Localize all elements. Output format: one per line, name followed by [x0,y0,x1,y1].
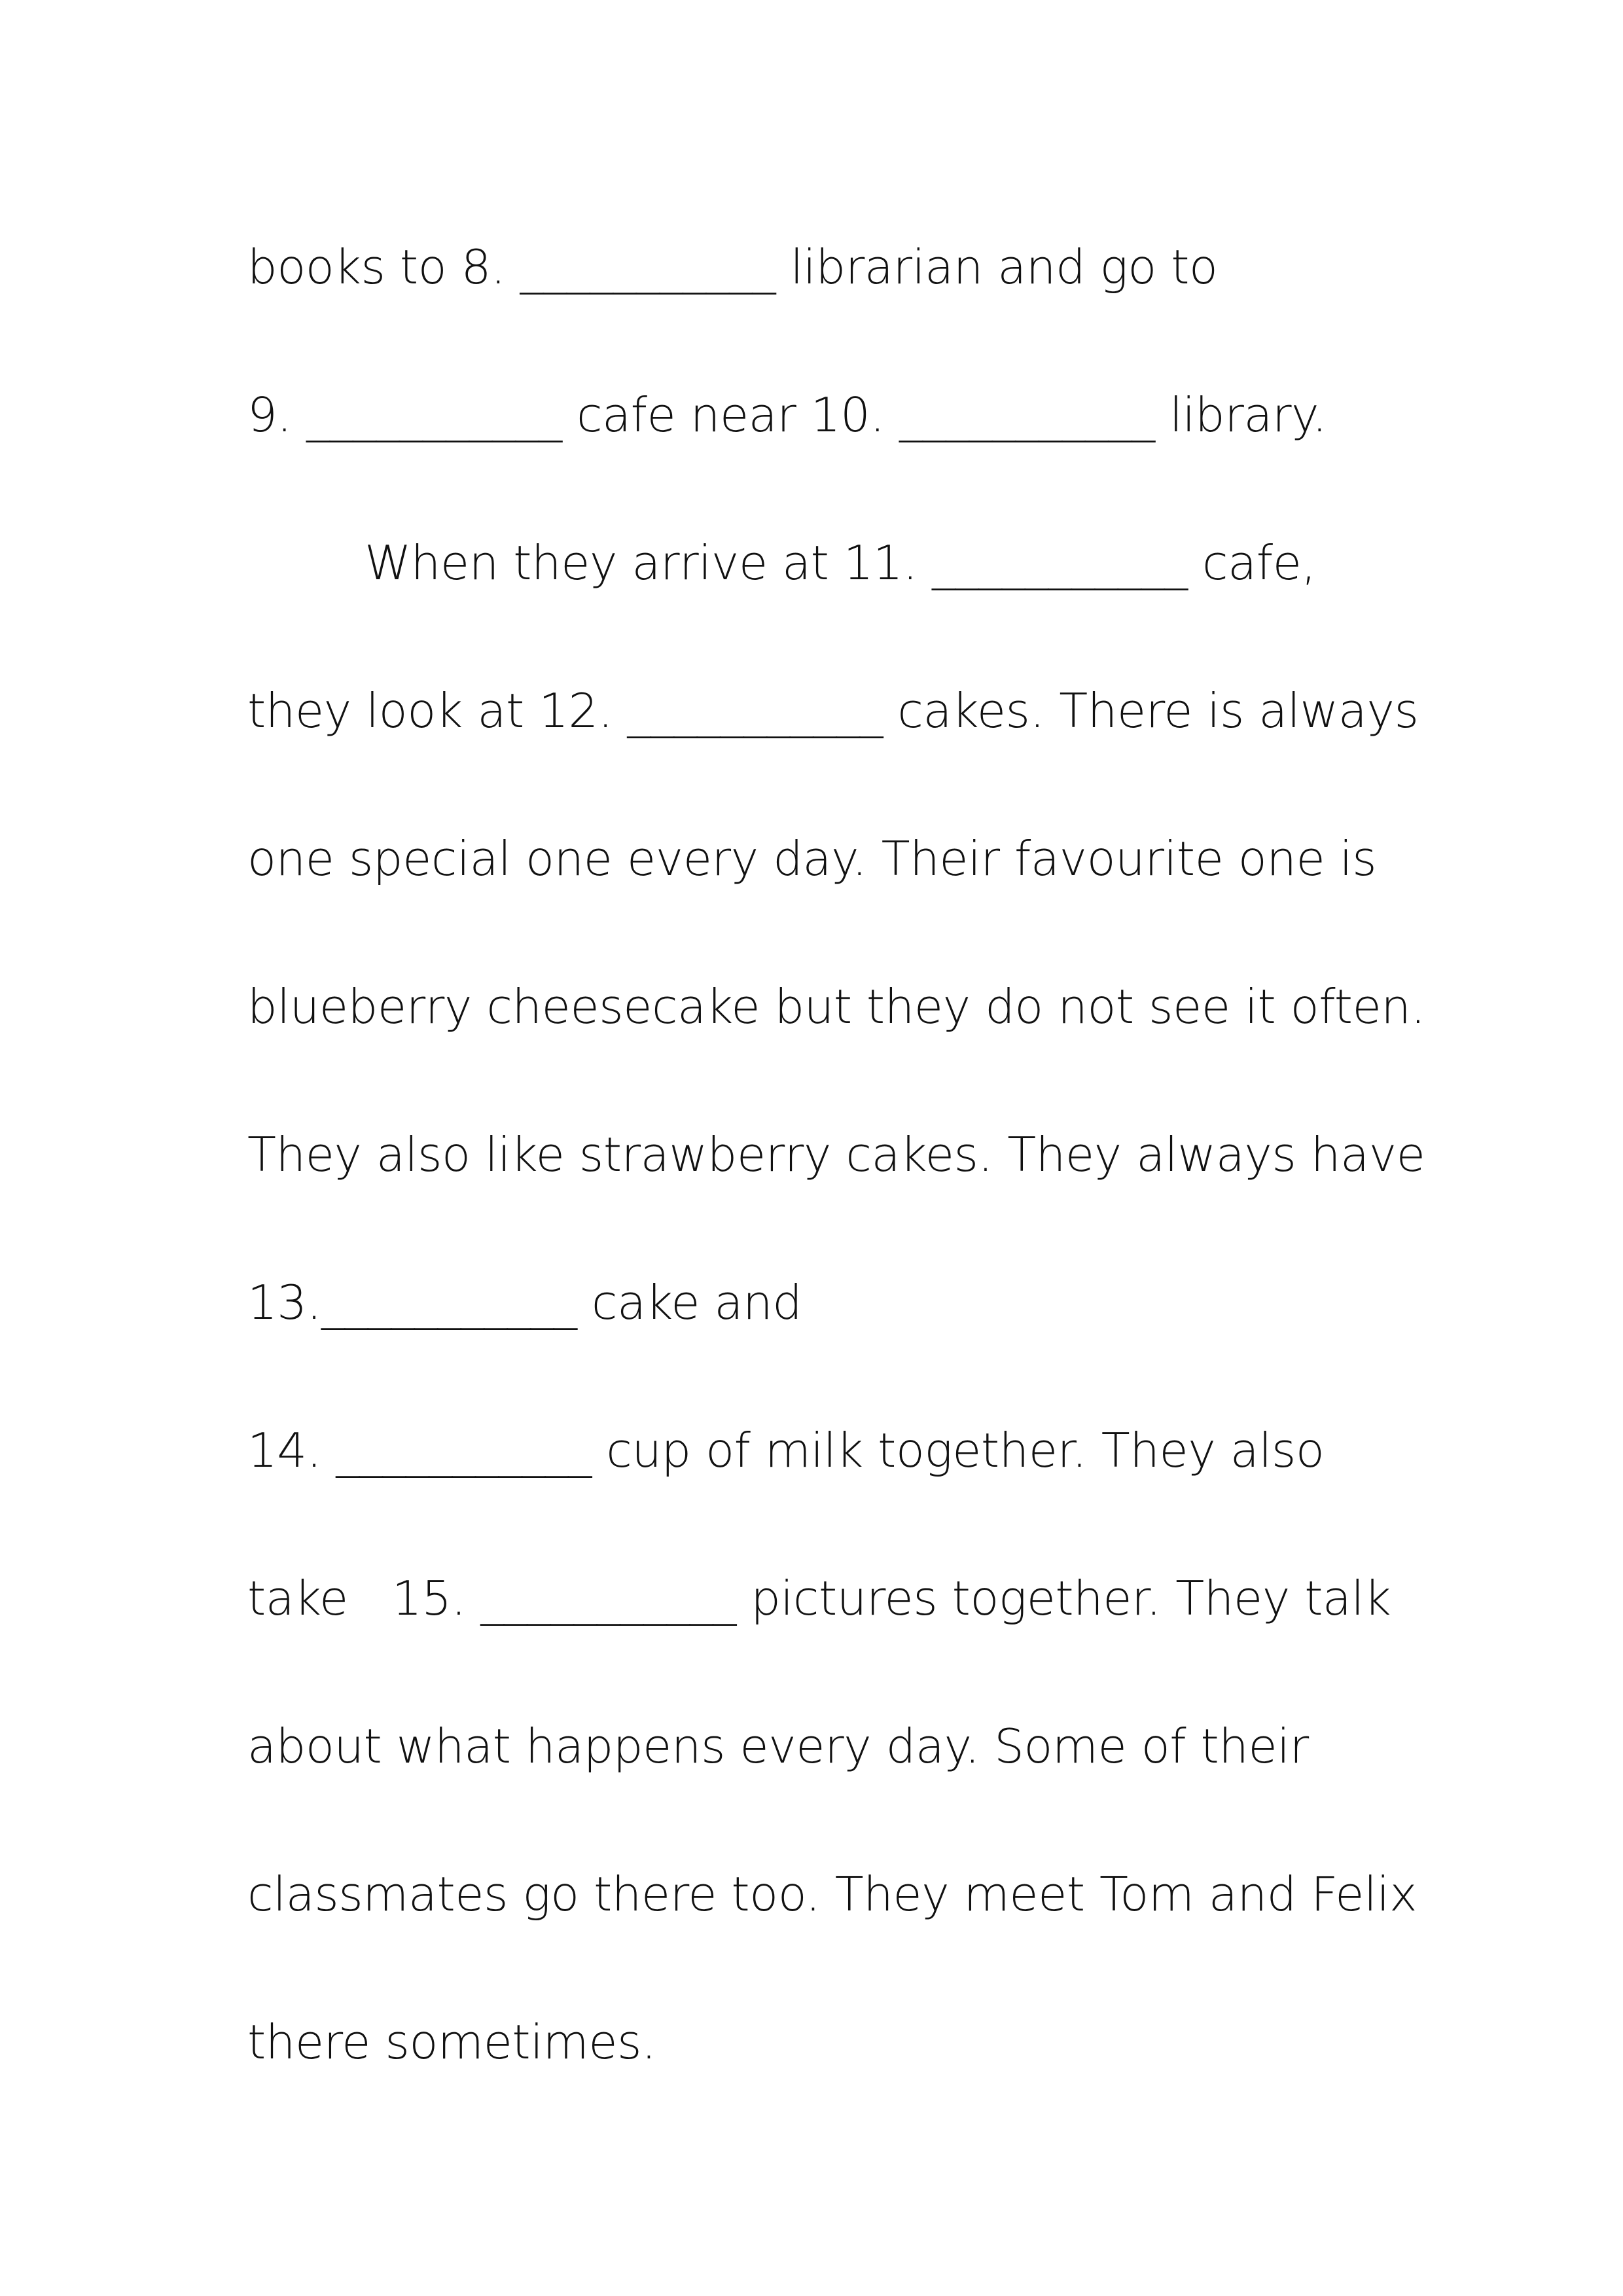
text-line-9: 14. ___________ cup of milk together. They also [247,1423,1325,1478]
text-line-2: 9. ___________ cafe near 10. ___________ library. [247,387,1327,442]
text-line-5: one special one every day. Their favourite one is [247,831,1377,886]
text-line-13: there sometimes. [247,2015,656,2070]
text-line-7: They also like strawberry cakes. They always have [247,1127,1425,1182]
text-line-10: take 15. ___________ pictures together. They talk [247,1571,1391,1626]
text-line-11: about what happens every day. Some of their [247,1719,1309,1774]
text-line-3: When they arrive at 11. ___________ cafe, [247,535,1316,590]
text-line-1: books to 8. ___________ librarian and go to [247,240,1218,295]
text-line-4: they look at 12. ___________ cakes. There is always [247,683,1419,738]
text-line-8: 13.___________ cake and [247,1275,802,1330]
text-line-12: classmates go there too. They meet Tom and Felix [247,1867,1418,1922]
text-line-6: blueberry cheesecake but they do not see it often. [247,979,1425,1034]
